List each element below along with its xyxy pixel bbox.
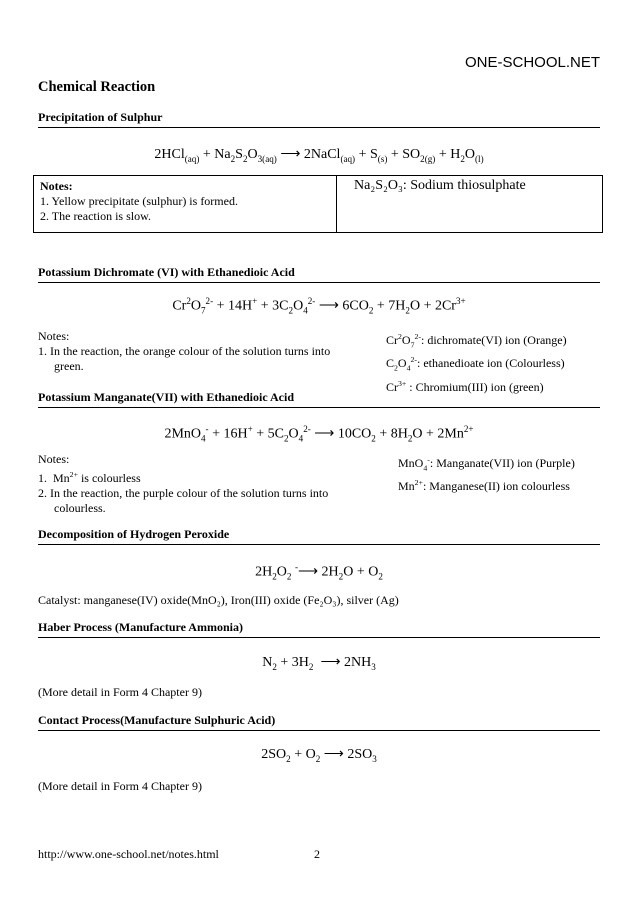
note-item: 1. Yellow precipitate (sulphur) is formed. — [40, 194, 238, 208]
section-heading-dichromate: Potassium Dichromate (VI) with Ethanedioic Acid — [38, 265, 600, 283]
ion-list-manganate — [398, 452, 618, 494]
equation-manganate: $2MnO_4^- + 16H^+ + 5C_2O_4^{2-}$ ⟶ $10CO_2 + 8H_2O + 2Mn^{2+}$ — [164, 424, 474, 444]
section-heading-peroxide: Decomposition of Hydrogen Peroxide — [38, 527, 600, 545]
contact-note: (More detail in Form 4 Chapter 9) — [38, 779, 202, 793]
note-item: 2. In the reaction, the purple colour of the solution turns into colourless. — [38, 486, 329, 515]
notes-label: Notes: — [38, 329, 70, 343]
table-divider — [336, 176, 337, 232]
ion-ethanedioate: $C_2O_4^{2-}$: ethanedioate ion (Colourless) — [386, 355, 565, 373]
notes-table-sulphur — [33, 175, 603, 233]
notes-label: Notes: — [38, 452, 70, 466]
ion-dichromate: $Cr^2O_7^{2-}$: dichromate(VI) ion (Orange) — [386, 332, 567, 350]
page-title: Chemical Reaction — [38, 79, 156, 95]
notes-cell — [40, 179, 238, 224]
footer-url: http://www.one-school.net/notes.html — [38, 847, 219, 861]
ion-manganate: MnO$_4$-: Manganate(VII) ion (Purple) — [398, 455, 575, 473]
catalyst-note: Catalyst: manganese(IV) oxide(MnO₂), Iron(III) oxide (Fe₂O₃), silver (Ag) — [38, 593, 399, 607]
notes-manganate — [38, 452, 338, 516]
ion-manganese: $Mn^{2+}$: Manganese(II) ion colourless — [398, 478, 570, 494]
note-item: 1. $Mn^{2+}$ is colourless — [38, 470, 141, 485]
section-heading-sulphur: Precipitation of Sulphur — [38, 110, 600, 128]
section-heading-contact: Contact Process(Manufacture Sulphuric Acid) — [38, 713, 600, 731]
section-heading-haber: Haber Process (Manufacture Ammonia) — [38, 620, 600, 638]
equation-sulphur: $2HCl_{(aq)} + Na_2S_2O_{3(aq)}$ ⟶ 2NaCl$_{(aq)}$ + $S_{(s)} + SO_{2(g)} + H_2O_{(l)}$ — [154, 147, 484, 164]
ion-list-dichromate — [386, 329, 606, 395]
note-item: 1. In the reaction, the orange colour of the solution turns into green. — [38, 344, 331, 373]
equation-contact: $2SO_2 + O_2$ ⟶ $2SO_3$ — [261, 747, 377, 764]
ion-chromium: $Cr^{3+}$ : Chromium(III) ion (green) — [386, 378, 544, 394]
brand-header: ONE-SCHOOL.NET — [464, 54, 600, 71]
equation-haber: $N_2 + 3H_2$ ⟶ $2NH_3$ — [262, 655, 376, 672]
equation-dichromate: $Cr^2O_7^{2-} + 14H^+ + 3C_2O_4^{2-}$ ⟶ $6CO_2 + 7H_2O + 2Cr^{3+}$ — [172, 296, 466, 316]
equation-peroxide: $2H_2O_2$ -⟶ $2H_2O + O_2$ — [255, 562, 383, 582]
haber-note: (More detail in Form 4 Chapter 9) — [38, 685, 202, 699]
note-item: 2. The reaction is slow. — [40, 209, 151, 223]
section-heading-manganate: Potassium Manganate(VII) with Ethanedioic Acid — [38, 390, 600, 408]
side-note-thiosulphate: Na₂S₂O₃: Sodium thiosulphate — [354, 178, 526, 193]
notes-dichromate — [38, 329, 338, 374]
page-number: 2 — [314, 847, 320, 861]
notes-label: Notes: — [40, 179, 73, 193]
